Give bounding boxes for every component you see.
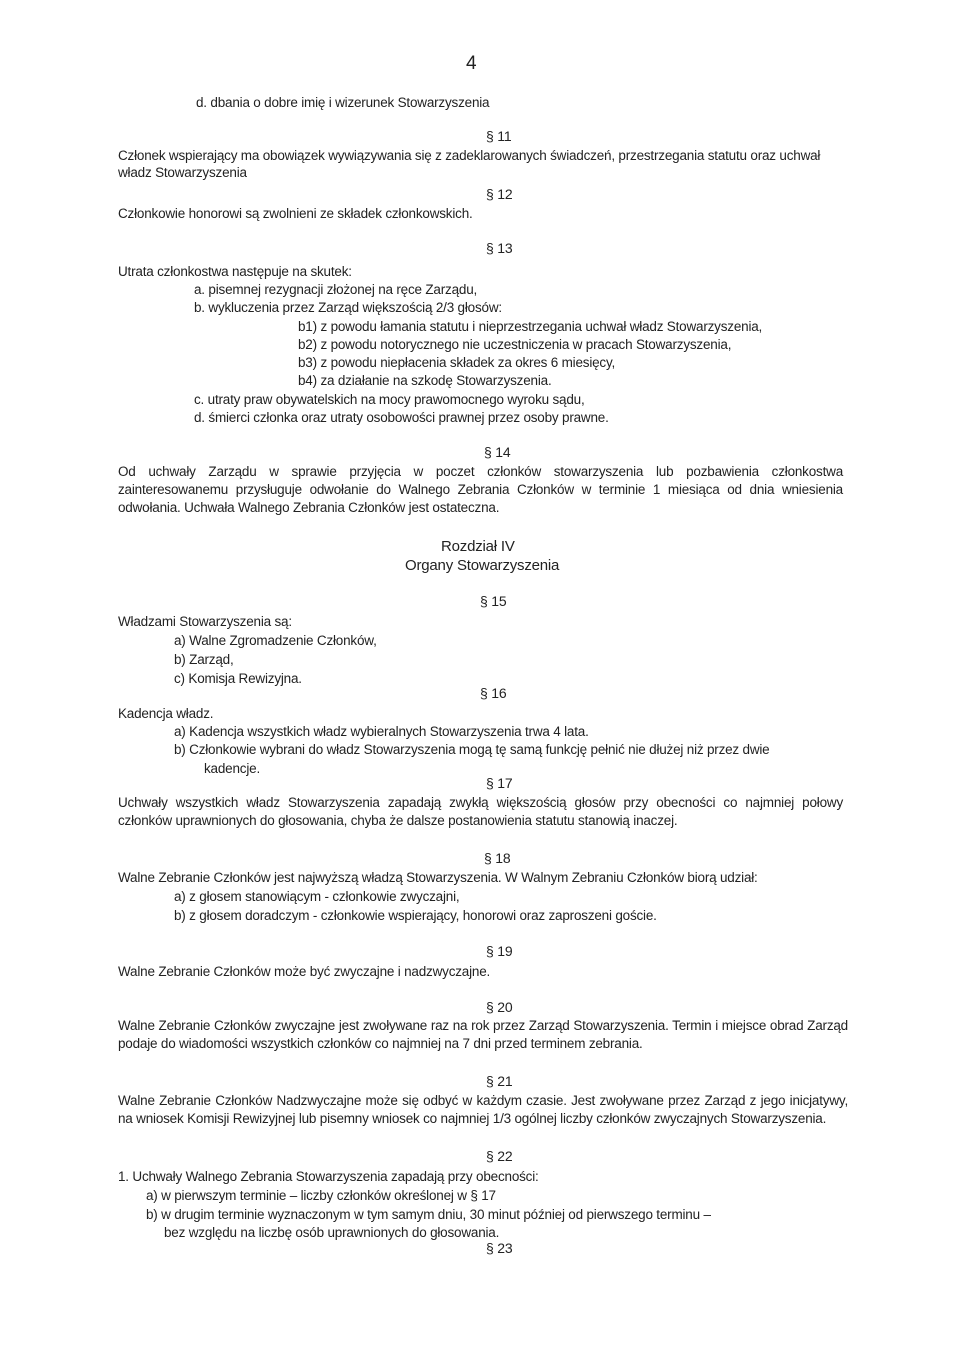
section-11-text: Członek wspierający ma obowiązek wywiązywania się z zadeklarowanych świadczeń, przestrzegania statutu oraz uchwał władz Stowarzyszenia bbox=[118, 148, 821, 180]
section-13-item-b4: b4) za działanie na szkodę Stowarzyszenia. bbox=[298, 373, 552, 388]
section-15-intro: Władzami Stowarzyszenia są: bbox=[118, 614, 292, 629]
section-15-item-c: c) Komisja Rewizyjna. bbox=[174, 671, 302, 686]
section-21-text: Walne Zebranie Członków Nadzwyczajne może się odbyć w każdym czasie. Jest zwoływane przez Zarząd z jego inicjatywy, na wniosek Komisji Rewizyjnej lub pisemny wniosek co najmniej 1/3 ogólnej liczby członków zwyczajnych Stowarzyszenia. bbox=[118, 1093, 848, 1126]
section-22-item-a: a) w pierwszym terminie – liczby członków określonej w § 17 bbox=[146, 1188, 496, 1203]
section-16-item-b: b) Członkowie wybrani do władz Stowarzyszenia mogą tę samą funkcję pełnić nie dłużej niż przez dwie bbox=[174, 742, 770, 757]
section-20-title: § 20 bbox=[486, 999, 513, 1015]
section-13-item-d: d. śmierci członka oraz utraty osobowości prawnej przez osoby prawne. bbox=[194, 410, 609, 425]
section-22-item-b-cont: bez względu na liczbę osób uprawnionych do głosowania. bbox=[164, 1225, 500, 1240]
chapter-title: Rozdział IV bbox=[441, 538, 515, 555]
section-13-item-b: b. wykluczenia przez Zarząd większością 2/3 głosów: bbox=[194, 300, 502, 315]
section-16-intro: Kadencja władz. bbox=[118, 706, 214, 721]
section-12-text: Członkowie honorowi są zwolnieni ze składek członkowskich. bbox=[118, 206, 473, 221]
section-16-title: § 16 bbox=[480, 685, 507, 701]
section-15-item-a: a) Walne Zgromadzenie Członków, bbox=[174, 633, 377, 648]
section-14-text: Od uchwały Zarządu w sprawie przyjęcia w poczet członków stowarzyszenia lub pozbawienia członkostwa zainteresowanemu przysługuje odwołanie do Walnego Zebrania Członków w terminie 1 miesiąca od dnia wniesienia odwołania. Uchwała Walnego Zebrania Członków jest ostateczna. bbox=[118, 464, 843, 515]
section-18-item-b: b) z głosem doradczym - członkowie wspierający, honorowi oraz zaproszeni goście. bbox=[174, 908, 657, 923]
section-18-intro: Walne Zebranie Członków jest najwyższą władzą Stowarzyszenia. W Walnym Zebraniu Członków biorą udział: bbox=[118, 870, 758, 885]
page-number: 4 bbox=[466, 53, 477, 74]
section-15-item-b: b) Zarząd, bbox=[174, 652, 234, 667]
section-11-title: § 11 bbox=[486, 128, 512, 144]
section-18-item-a: a) z głosem stanowiącym - członkowie zwyczajni, bbox=[174, 889, 460, 904]
section-22-item-b: b) w drugim terminie wyznaczonym w tym samym dniu, 30 minut później od pierwszego terminu – bbox=[146, 1207, 711, 1222]
section-19-text: Walne Zebranie Członków może być zwyczajne i nadzwyczajne. bbox=[118, 964, 491, 979]
section-13-item-c: c. utraty praw obywatelskich na mocy prawomocnego wyroku sądu, bbox=[194, 392, 585, 407]
section-18-title: § 18 bbox=[484, 850, 511, 866]
section-13-item-a: a. pisemnej rezygnacji złożonej na ręce Zarządu, bbox=[194, 282, 478, 297]
section-16-item-a: a) Kadencja wszystkich władz wybieralnych Stowarzyszenia trwa 4 lata. bbox=[174, 724, 589, 739]
section-22-point-1: 1. Uchwały Walnego Zebrania Stowarzyszenia zapadają przy obecności: bbox=[118, 1169, 539, 1184]
section-20-text: Walne Zebranie Członków zwyczajne jest zwoływane raz na rok przez Zarząd Stowarzyszenia. Termin i miejsce obrad Zarząd podaje do wiadomości wszystkich członków co najmniej na 7 dni przed terminem zebrania. bbox=[118, 1018, 848, 1051]
list-item-d: d. dbania o dobre imię i wizerunek Stowarzyszenia bbox=[196, 95, 490, 110]
section-13-item-b2: b2) z powodu notorycznego nie uczestniczenia w pracach Stowarzyszenia, bbox=[298, 337, 732, 352]
section-13-item-b1: b1) z powodu łamania statutu i nieprzestrzegania uchwał władz Stowarzyszenia, bbox=[298, 319, 763, 334]
section-22-title: § 22 bbox=[486, 1148, 513, 1164]
section-13-item-b3: b3) z powodu niepłacenia składek za okres 6 miesięcy, bbox=[298, 355, 616, 370]
section-12-title: § 12 bbox=[486, 186, 513, 202]
section-17-text: Uchwały wszystkich władz Stowarzyszenia zapadają zwykłą większością głosów przy obecności co najmniej połowy członków uprawnionych do głosowania, chyba że dalsze postanowienia statutu stanowią inaczej. bbox=[118, 795, 843, 828]
section-21-title: § 21 bbox=[486, 1073, 513, 1089]
section-19-title: § 19 bbox=[486, 943, 513, 959]
section-13-title: § 13 bbox=[486, 240, 513, 256]
section-15-title: § 15 bbox=[480, 593, 507, 609]
chapter-subtitle: Organy Stowarzyszenia bbox=[405, 557, 560, 574]
section-23-title: § 23 bbox=[486, 1240, 513, 1256]
section-13-intro: Utrata członkostwa następuje na skutek: bbox=[118, 264, 352, 279]
section-16-item-b-cont: kadencje. bbox=[204, 761, 260, 776]
section-17-title: § 17 bbox=[486, 775, 513, 791]
section-14-title: § 14 bbox=[484, 444, 511, 460]
